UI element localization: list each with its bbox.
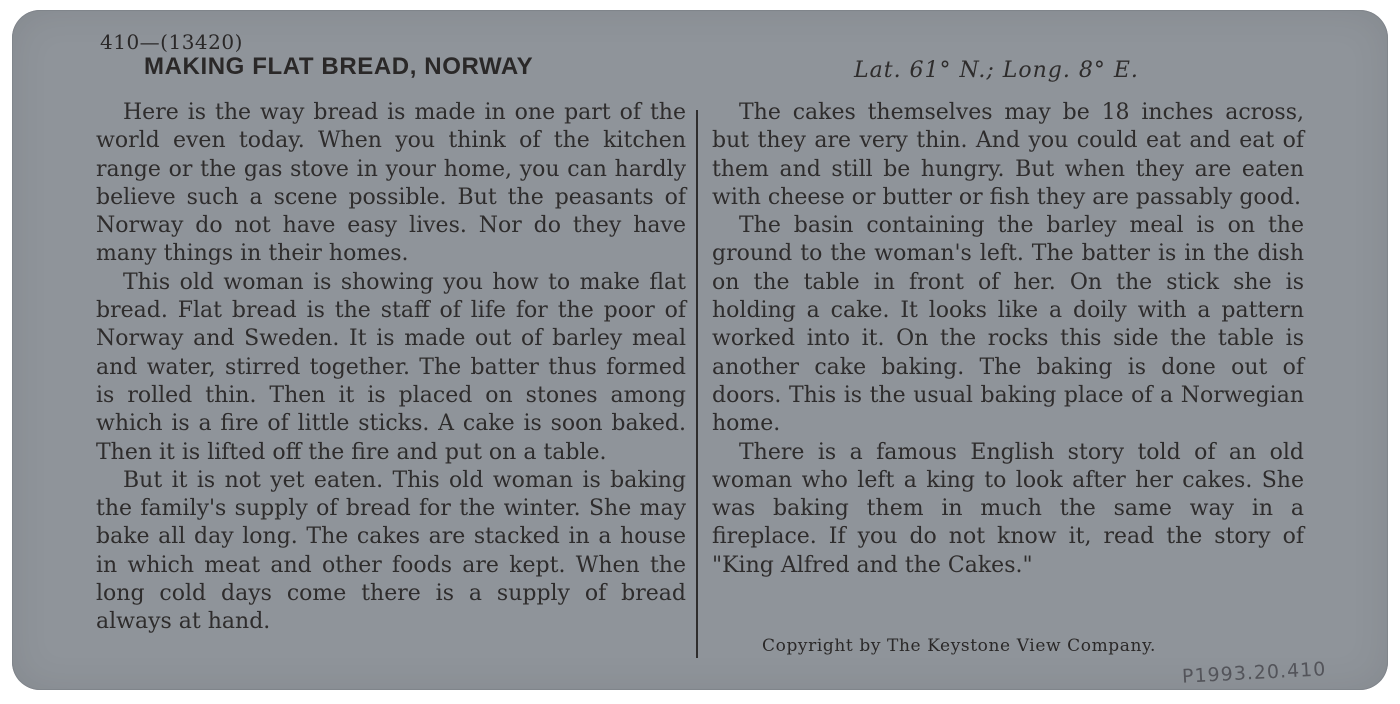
left-column (96, 99, 686, 637)
coordinates: Lat. 61° N.; Long. 8° E. (854, 58, 1139, 83)
paragraph: The basin containing the barley meal is on the ground to the woman's left. The batter is in the dish on the table in front of her. On the stick she is holding a cake. It looks like a doily with a pattern worked into it. On the rocks this side the table is another cake baking. The baking is done out of doors. This is the usual baking place of a Norwegian home. (712, 213, 1304, 437)
right-column (712, 99, 1304, 580)
paragraph: This old woman is showing you how to make flat bread. Flat bread is the staff of life for the poor of Norway and Sweden. It is made out of barley meal and water, stirred together. The batter thus formed is rolled thin. Then it is placed on stones among which is a fire of little sticks. A cake is soon baked. Then it is lifted off the fire and put on a table. (96, 269, 686, 465)
paragraph: Here is the way bread is made in one part of the world even today. When you think of the kitchen range or the gas stove in your home, you can hardly believe such a scene possible. But the peasants of Norway do not have easy lives. Nor do they have many things in their homes. (96, 100, 686, 267)
paragraph: But it is not yet eaten. This old woman is baking the family's supply of bread for the winter. She may bake all day long. The cakes are stacked in a house in which meat and other foods are kept. When the long cold days come there is a supply of bread always at hand. (96, 467, 686, 635)
copyright-line: Copyright by The Keystone View Company. (762, 636, 1157, 656)
paragraph: There is a famous English story told of an old woman who left a king to look after her cakes. She was baking them in much the same way in a fireplace. If you do not know it, read the story of "King Alfred and the Cakes." (712, 439, 1304, 578)
card-title: MAKING FLAT BREAD, NORWAY (144, 53, 534, 80)
catalog-number: 410—(13420) (100, 30, 243, 54)
paragraph: The cakes themselves may be 18 inches across, but they are very thin. And you could eat and eat of them and still be hungry. But when they are eaten with cheese or butter or fish they are passably good. (712, 100, 1304, 210)
accession-number: P1993.20.410 (1181, 658, 1327, 688)
column-divider (696, 110, 698, 658)
stereoview-card-back (12, 10, 1388, 690)
